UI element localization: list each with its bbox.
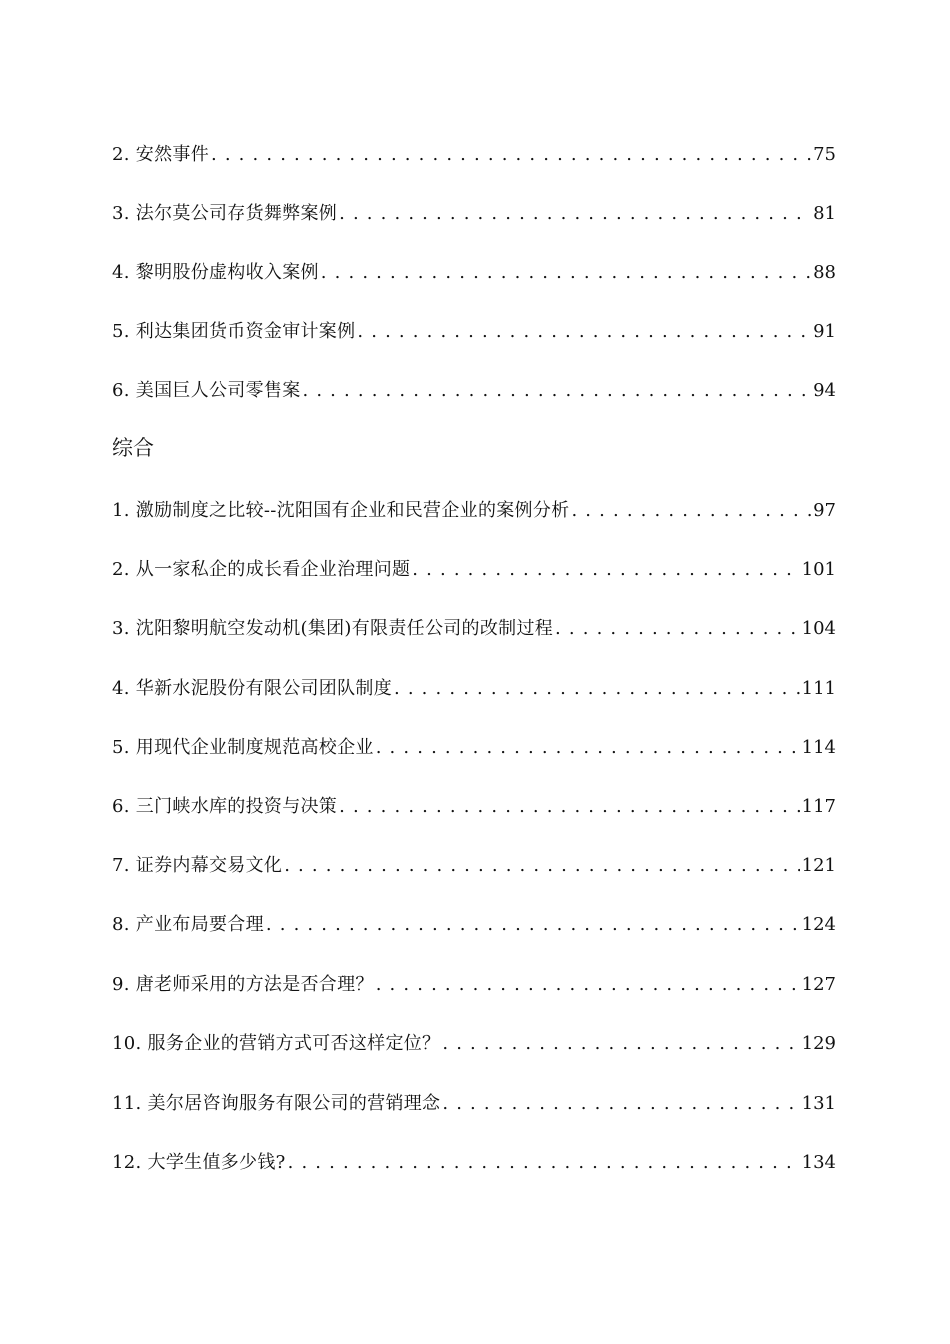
toc-entry-title: 11. 美尔居咨询服务有限公司的营销理念 bbox=[112, 1093, 441, 1114]
toc-entry[interactable] bbox=[112, 1144, 836, 1174]
toc-entry-title: 4. 黎明股份虚构收入案例 bbox=[112, 262, 319, 283]
toc-entry-title: 6. 三门峡水库的投资与决策 bbox=[112, 796, 338, 817]
toc-entry-page: 94 bbox=[813, 380, 836, 401]
toc-entry-page: 117 bbox=[801, 796, 836, 817]
toc-entry-title: 6. 美国巨人公司零售案 bbox=[112, 380, 301, 401]
toc-entry[interactable] bbox=[112, 1025, 836, 1055]
toc-entry-title: 10. 服务企业的营销方式可否这样定位？ bbox=[112, 1033, 441, 1054]
toc-dot-leader bbox=[266, 914, 800, 936]
toc-entry-title: 12. 大学生值多少钱? bbox=[112, 1152, 286, 1173]
toc-entry[interactable] bbox=[112, 195, 836, 225]
toc-entry[interactable] bbox=[112, 847, 836, 877]
toc-dot-leader bbox=[376, 974, 800, 996]
toc-entry-page: 81 bbox=[813, 203, 836, 224]
toc-entry-title: 3. 沈阳黎明航空发动机(集团)有限责任公司的改制过程 bbox=[112, 618, 554, 639]
toc-entry-page: 97 bbox=[813, 500, 836, 521]
toc-entry-page: 127 bbox=[801, 974, 836, 995]
toc-dot-leader bbox=[284, 855, 799, 877]
toc-dot-leader bbox=[303, 380, 812, 402]
toc-entry[interactable] bbox=[112, 313, 836, 343]
toc-entry[interactable] bbox=[112, 136, 836, 166]
toc-entry-page: 88 bbox=[813, 262, 836, 283]
toc-dot-leader bbox=[442, 1033, 799, 1055]
toc-dot-leader bbox=[288, 1152, 800, 1174]
toc-entry-page: 121 bbox=[801, 855, 836, 876]
toc-entry-title: 2. 安然事件 bbox=[112, 144, 209, 165]
toc-dot-leader bbox=[211, 144, 811, 166]
toc-entry[interactable] bbox=[112, 551, 836, 581]
toc-entry-page: 91 bbox=[813, 321, 836, 342]
toc-dot-leader bbox=[555, 618, 800, 640]
toc-entry-title: 4. 华新水泥股份有限公司团队制度 bbox=[112, 678, 392, 699]
toc-dot-leader bbox=[339, 203, 811, 225]
toc-entry-title: 5. 利达集团货币资金审计案例 bbox=[112, 321, 356, 342]
toc-dot-leader bbox=[412, 559, 799, 581]
toc-entry[interactable] bbox=[112, 788, 836, 818]
section-heading: 综合 bbox=[112, 436, 154, 460]
toc-entry-page: 75 bbox=[813, 144, 836, 165]
toc-entry[interactable] bbox=[112, 1085, 836, 1115]
toc-entry[interactable] bbox=[112, 906, 836, 936]
toc-entry-title: 9. 唐老师采用的方法是否合理？ bbox=[112, 974, 374, 995]
toc-entry-title: 5. 用现代企业制度规范高校企业 bbox=[112, 737, 374, 758]
toc-entry-page: 101 bbox=[801, 559, 836, 580]
toc-dot-leader bbox=[357, 321, 811, 343]
toc-entry-page: 124 bbox=[801, 914, 836, 935]
toc-entry[interactable] bbox=[112, 492, 836, 522]
toc-entry[interactable] bbox=[112, 372, 836, 402]
toc-entry-title: 2. 从一家私企的成长看企业治理问题 bbox=[112, 559, 411, 580]
toc-dot-leader bbox=[571, 500, 811, 522]
toc-entry-page: 134 bbox=[801, 1152, 836, 1173]
toc-entry-title: 1. 激励制度之比较--沈阳国有企业和民营企业的案例分析 bbox=[112, 500, 570, 521]
toc-entry-page: 104 bbox=[801, 618, 836, 639]
toc-entry-page: 111 bbox=[801, 678, 836, 699]
toc-entry-page: 131 bbox=[801, 1093, 836, 1114]
toc-entry-title: 3. 法尔莫公司存货舞弊案例 bbox=[112, 203, 338, 224]
toc-entry[interactable] bbox=[112, 729, 836, 759]
toc-dot-leader bbox=[321, 262, 811, 284]
toc-entry[interactable] bbox=[112, 610, 836, 640]
toc-dot-leader bbox=[376, 737, 800, 759]
toc-dot-leader bbox=[339, 796, 800, 818]
toc-entry-title: 8. 产业布局要合理 bbox=[112, 914, 264, 935]
toc-entry[interactable] bbox=[112, 670, 836, 700]
toc-entry-title: 7. 证券内幕交易文化 bbox=[112, 855, 283, 876]
toc-dot-leader bbox=[442, 1093, 799, 1115]
toc-entry-page: 114 bbox=[801, 737, 836, 758]
toc-entry[interactable] bbox=[112, 254, 836, 284]
toc-entry-page: 129 bbox=[801, 1033, 836, 1054]
toc-dot-leader bbox=[394, 678, 800, 700]
toc-entry[interactable] bbox=[112, 966, 836, 996]
